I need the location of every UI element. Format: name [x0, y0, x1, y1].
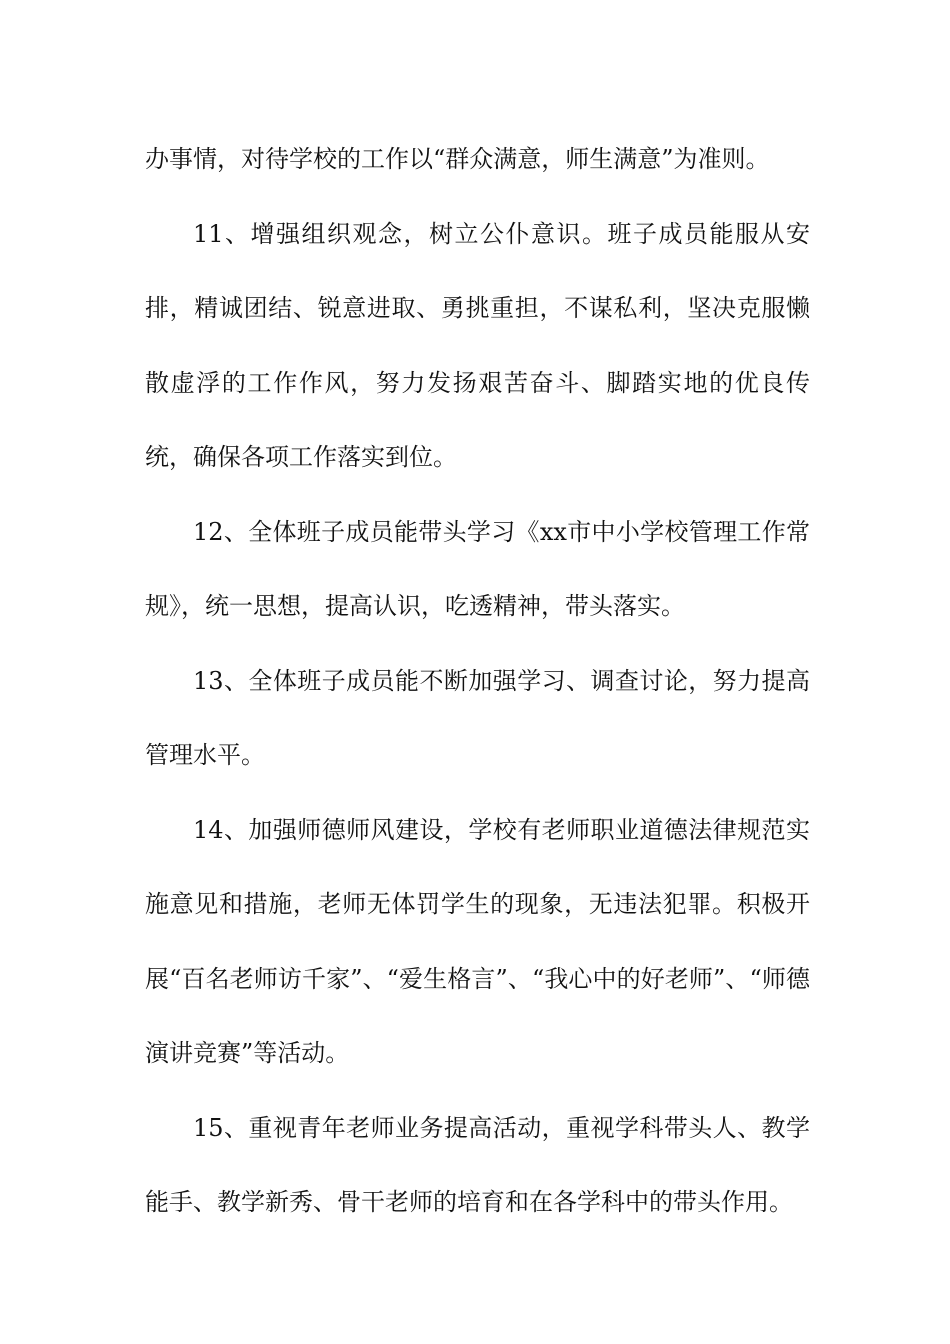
paragraph-item-14: 14、加强师德师风建设，学校有老师职业道德法律规范实施意见和措施，老师无体罚学生的现象，无违法犯罪。积极开展“百名老师访千家”、“爱生格言”、“我心中的好老师”、“师德演讲竞赛”等活动。: [145, 815, 810, 1067]
document-body: [145, 122, 810, 1240]
paragraph-continuation: 办事情，对待学校的工作以“群众满意，师生满意”为准则。: [145, 145, 770, 173]
paragraph-item-12: 12、全体班子成员能带头学习《xx市中小学校管理工作常规》，统一思想，提高认识，吃透精神，带头落实。: [145, 517, 810, 620]
paragraph-item-15: 15、重视青年老师业务提高活动，重视学科带头人、教学能手、教学新秀、骨干老师的培育和在各学科中的带头作用。: [145, 1113, 810, 1216]
paragraph-item-13: 13、全体班子成员能不断加强学习、调查讨论，努力提高管理水平。: [145, 666, 810, 769]
paragraph-item-11: 11、增强组织观念，树立公仆意识。班子成员能服从安排，精诚团结、锐意进取、勇挑重担，不谋私利，坚决克服懒散虚浮的工作作风，努力发扬艰苦奋斗、脚踏实地的优良传统，确保各项工作落实到位。: [145, 219, 810, 471]
